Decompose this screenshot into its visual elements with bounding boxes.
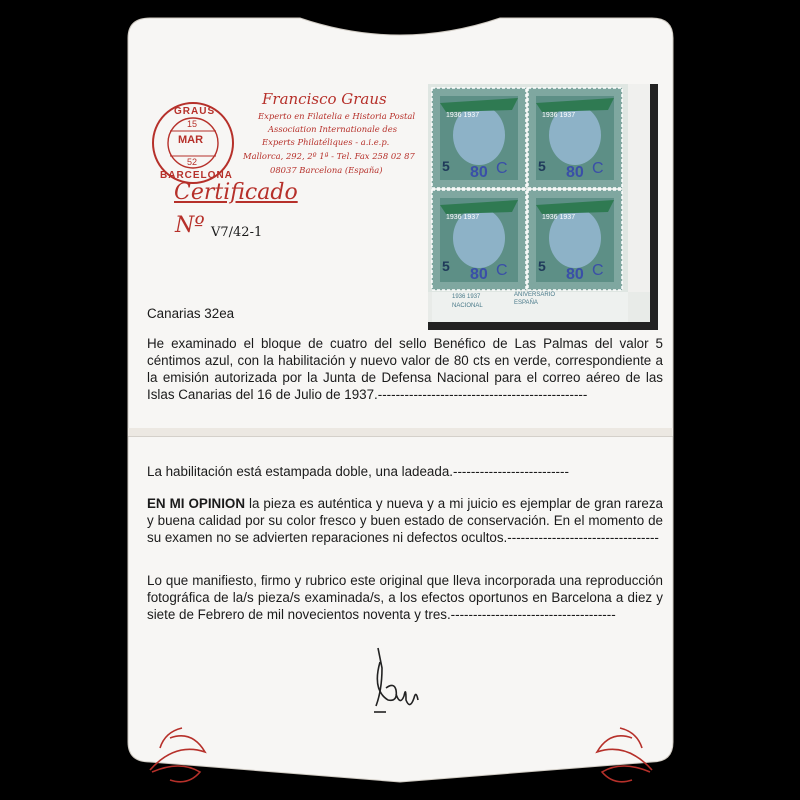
catalog-reference: Canarias 32ea: [147, 306, 235, 321]
overprint-unit-tr: C: [592, 160, 604, 177]
postmark-day: 15: [187, 119, 198, 129]
overprint-unit-tl: C: [496, 160, 508, 177]
certificate-number: V7/42-1: [211, 225, 263, 240]
denomination-tl: 5: [442, 158, 450, 174]
examination-paragraph: He examinado el bloque de cuatro del sello Benéfico de Las Palmas del valor 5 céntimos azul, con la habilitación y nuevo valor de 80 cts en verde, correspondiente a la emisión autorizada por la Junta de Defensa Nacional para el correo aéreo de las Islas Canarias del 16 de Julio de 1937.-----------------------------------------------: [147, 336, 663, 402]
overprint-note-paragraph: La habilitación está estampada doble, una ladeada.--------------------------: [147, 464, 569, 479]
sheet-margin-text-1: 1936 1937: [452, 294, 481, 300]
letterhead-line-2: Association Internationale des: [268, 124, 397, 134]
fold-shadow: [128, 428, 673, 436]
overprint-value-tl: 80: [470, 164, 488, 181]
overprint-unit-br: C: [592, 262, 604, 279]
postmark-bottom: BARCELONA: [160, 170, 233, 181]
letterhead-line-1: Experto en Filatelia e Historia Postal: [258, 111, 416, 121]
stamp-years-bl: 1936 1937: [446, 214, 480, 221]
letterhead-line-5: 08037 Barcelona (España): [270, 165, 383, 175]
denomination-bl: 5: [442, 258, 450, 274]
overprint-unit-bl: C: [496, 262, 508, 279]
opinion-heading: EN MI OPINION: [147, 496, 246, 511]
letterhead-line-3: Experts Philatéliques - a.i.e.p.: [262, 137, 390, 147]
overprint-value-bl: 80: [470, 266, 488, 283]
stamp-years-tr: 1936 1937: [542, 112, 576, 119]
stamp-years-br: 1936 1937: [542, 214, 576, 221]
overprint-value-tr: 80: [566, 164, 584, 181]
declaration-paragraph: Lo que manifiesto, firmo y rubrico este original que lleva incorporada una reproducción fotográfica de la/s pieza/s examinada/s, a los efectos oportunos en Barcelona a diez y siete de Febrero de mil novecientos noventa y tres.-------------------------------------: [147, 573, 663, 622]
overprint-value-br: 80: [566, 266, 584, 283]
sheet-margin-text-4: ANIVERSARIO: [514, 292, 556, 298]
postmark-top: GRAUS: [174, 106, 216, 117]
sheet-margin-text-3: NACIONAL: [452, 303, 483, 309]
opinion-text: la pieza es auténtica y nueva y a mi juicio es ejemplar de gran rareza y buena calidad por su color fresco y buen estado de conservación. En el momento de su examen no se advierten reparaciones ni defectos ocultos.----------------------------------: [147, 496, 663, 545]
sheet-margin-text-2: ESPAÑA: [514, 300, 538, 306]
denomination-br: 5: [538, 258, 546, 274]
letterhead-line-4: Mallorca, 292, 2º 1ª - Tel. Fax 258 02 87: [243, 151, 415, 161]
certificate-number-prefix: Nº: [175, 213, 205, 238]
certificate-title: Certificado: [174, 180, 298, 205]
denomination-tr: 5: [538, 158, 546, 174]
postmark-year: 52: [187, 157, 198, 167]
stamp-years-tl: 1936 1937: [446, 112, 480, 119]
postmark-month: MAR: [178, 134, 204, 146]
opinion-paragraph: [147, 495, 663, 546]
expert-name: Francisco Graus: [262, 90, 387, 108]
